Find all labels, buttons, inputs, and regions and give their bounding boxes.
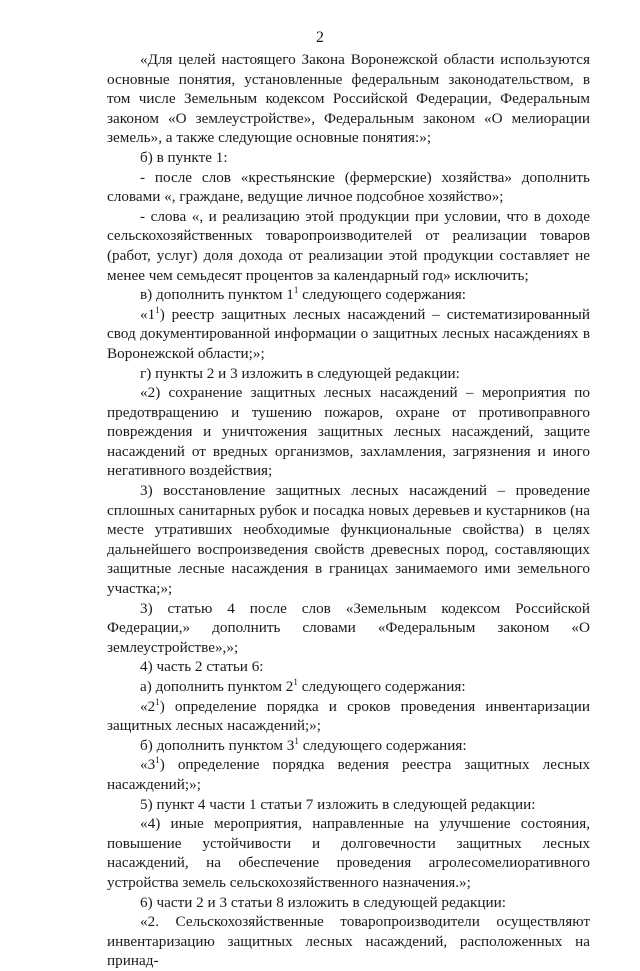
paragraph-text: в) дополнить пунктом 1: [140, 286, 294, 304]
paragraph-text: следующего содержания:: [297, 678, 466, 695]
document-body: [107, 50, 590, 971]
paragraph: [107, 285, 590, 305]
paragraph-text: ) определение порядка ведения реестра защитных лесных насаждений;»;: [107, 756, 590, 793]
paragraph: «2) сохранение защитных лесных насаждений – мероприятия по предотвращению и тушению пожаров, охране от противоправного повреждения и уничтожения защитных лесных насаждений, защите насаждений от вредных организмов, захламления, загрязнения и иного негативного воздействия;: [107, 384, 590, 480]
paragraph: «4) иные мероприятия, направленные на улучшение состояния, повышение устойчивости и долговечности защитных лесных насаждений, на обеспечение проведения агролесомелиоративного устройства земель сельскохозяйственного назначения.»;: [107, 815, 590, 891]
paragraph: [107, 697, 590, 736]
paragraph: 4) часть 2 статьи 6:: [140, 658, 264, 676]
paragraph: - слова «, и реализацию этой продукции при условии, что в доходе сельскохозяйственных товаропроизводителей от реализации товаров (работ, услуг) доля дохода от реализации этой продукции составляет не менее чем семьдесят процентов за календарный год» исключить;: [107, 207, 590, 284]
paragraph: 3) восстановление защитных лесных насаждений – проведение сплошных санитарных рубок и посадка новых деревьев и кустарников (на месте утративших необходимые функциональные свойства) в целях дальнейшего воспроизведения свойств древесных пород, составляющих защитные лесные насаждения в границах занимаемого ими земельного участка;»;: [107, 482, 590, 598]
paragraph: б) в пункте 1:: [140, 148, 228, 166]
page-number: 2: [316, 29, 324, 46]
superscript: 1: [155, 696, 160, 707]
paragraph: - после слов «крестьянские (фермерские) хозяйства» дополнить словами «, граждане, ведущие личное подсобное хозяйство»;: [107, 168, 590, 206]
paragraph-text: «2: [140, 697, 156, 715]
paragraph-text: а) дополнить пунктом 2: [140, 678, 294, 695]
paragraph-text: «3: [140, 756, 156, 774]
paragraph: «Для целей настоящего Закона Воронежской области используются основные понятия, установленные федеральным законодательством, в том числе Земельным кодексом Российской Федерации, Федеральным законом «О землеустройстве», Федеральным законом «О мелиорации земель», а также следующие основные понятия:»;: [107, 51, 590, 147]
paragraph-text: ) реестр защитных лесных насаждений – систематизированный свод документированной информации о защитных лесных насаждениях в Воронежской области;»;: [107, 305, 590, 362]
paragraph-text: б) дополнить пунктом 3: [140, 736, 295, 754]
superscript: 1: [293, 285, 299, 296]
paragraph: [107, 736, 590, 756]
paragraph: 6) части 2 и 3 статьи 8 изложить в следующей редакции:: [140, 893, 506, 911]
paragraph-text: следующего содержания:: [298, 736, 467, 754]
paragraph: 5) пункт 4 части 1 статьи 7 изложить в следующей редакции:: [140, 795, 536, 813]
paragraph: [107, 755, 590, 794]
paragraph: «2. Сельскохозяйственные товаропроизводители осуществляют инвентаризацию защитных лесных насаждений, расположенных на принад-: [107, 913, 590, 970]
paragraph: 3) статью 4 после слов «Земельным кодексом Российской Федерации,» дополнить словами «Федеральным законом «О землеустройстве»,»;: [107, 599, 590, 656]
paragraph-text: «1: [140, 305, 156, 323]
paragraph: [107, 305, 590, 364]
paragraph: г) пункты 2 и 3 изложить в следующей редакции:: [140, 364, 460, 382]
superscript: 1: [293, 677, 298, 687]
superscript: 1: [155, 304, 160, 315]
paragraph: [107, 677, 590, 697]
paragraph-text: следующего содержания:: [298, 286, 466, 304]
paragraph-text: ) определение порядка и сроков проведения инвентаризации защитных лесных насаждений;»;: [107, 697, 590, 735]
superscript: 1: [155, 755, 160, 766]
superscript: 1: [294, 735, 299, 746]
